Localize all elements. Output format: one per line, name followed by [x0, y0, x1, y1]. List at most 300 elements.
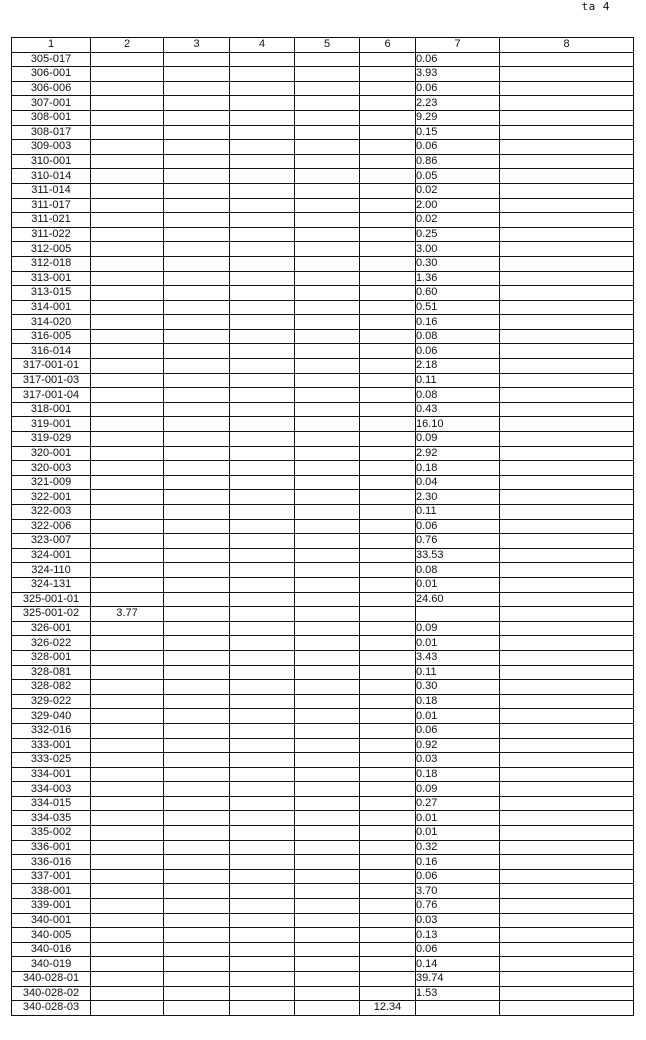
column-8-cell — [500, 913, 634, 928]
column-8-cell — [500, 738, 634, 753]
column-4-cell — [230, 548, 295, 563]
column-4-cell — [230, 344, 295, 359]
column-6-cell — [360, 505, 416, 520]
table-row — [12, 300, 634, 315]
item-code-cell: 329-040 — [12, 709, 91, 724]
column-8-cell — [500, 169, 634, 184]
column-4-cell — [230, 227, 295, 242]
column-6-cell — [360, 826, 416, 841]
table-row — [12, 577, 634, 592]
column-3-cell — [164, 432, 230, 447]
item-code-cell: 324-001 — [12, 548, 91, 563]
column-6-cell — [360, 592, 416, 607]
item-code-cell: 310-001 — [12, 154, 91, 169]
column-4-cell — [230, 286, 295, 301]
column-7-cell: 0.08 — [416, 388, 500, 403]
column-2-cell — [91, 869, 164, 884]
column-8-cell — [500, 344, 634, 359]
table-row — [12, 680, 634, 695]
column-5-cell — [295, 577, 360, 592]
column-8-cell — [500, 300, 634, 315]
column-2-cell — [91, 942, 164, 957]
column-3-cell — [164, 592, 230, 607]
column-6-cell — [360, 125, 416, 140]
table-row — [12, 96, 634, 111]
header-row — [12, 38, 634, 53]
column-2-cell — [91, 286, 164, 301]
column-8-cell — [500, 942, 634, 957]
column-2-cell — [91, 256, 164, 271]
column-4-cell — [230, 650, 295, 665]
column-2-cell — [91, 811, 164, 826]
column-5-cell — [295, 928, 360, 943]
table-row — [12, 563, 634, 578]
column-5-cell — [295, 855, 360, 870]
item-code-cell: 310-014 — [12, 169, 91, 184]
column-2-cell — [91, 534, 164, 549]
column-6-cell — [360, 242, 416, 257]
column-3-cell — [164, 329, 230, 344]
data-table — [11, 37, 634, 1016]
column-6-cell — [360, 96, 416, 111]
column-2-cell — [91, 884, 164, 899]
column-5-cell — [295, 796, 360, 811]
item-code-cell: 321-009 — [12, 475, 91, 490]
column-6-cell — [360, 811, 416, 826]
column-6-cell — [360, 957, 416, 972]
item-code-cell: 318-001 — [12, 402, 91, 417]
column-7-cell: 1.53 — [416, 986, 500, 1001]
column-4-cell — [230, 198, 295, 213]
table-row — [12, 884, 634, 899]
column-3-cell — [164, 709, 230, 724]
column-5-cell — [295, 432, 360, 447]
column-4-cell — [230, 213, 295, 228]
table-row — [12, 855, 634, 870]
column-2-cell — [91, 183, 164, 198]
column-3-cell — [164, 227, 230, 242]
column-5-cell — [295, 461, 360, 476]
column-8-cell — [500, 432, 634, 447]
column-7-cell: 0.15 — [416, 125, 500, 140]
column-2-cell — [91, 665, 164, 680]
column-5-cell — [295, 680, 360, 695]
column-3-cell — [164, 81, 230, 96]
column-5-cell — [295, 723, 360, 738]
item-code-cell: 328-001 — [12, 650, 91, 665]
column-7-cell: 0.76 — [416, 899, 500, 914]
column-6-cell — [360, 738, 416, 753]
table-row — [12, 242, 634, 257]
item-code-cell: 334-035 — [12, 811, 91, 826]
column-4-cell — [230, 432, 295, 447]
column-2-cell — [91, 242, 164, 257]
column-7-cell: 0.13 — [416, 928, 500, 943]
column-7-cell: 0.76 — [416, 534, 500, 549]
table-row — [12, 519, 634, 534]
column-3-cell — [164, 928, 230, 943]
column-2-cell — [91, 855, 164, 870]
column-2-cell — [91, 899, 164, 914]
column-8-cell — [500, 534, 634, 549]
column-5-cell — [295, 957, 360, 972]
column-5-cell — [295, 140, 360, 155]
column-7-cell: 0.05 — [416, 169, 500, 184]
column-4-cell — [230, 417, 295, 432]
column-5-cell — [295, 169, 360, 184]
column-8-cell — [500, 767, 634, 782]
column-2-cell — [91, 986, 164, 1001]
column-7-cell: 0.06 — [416, 344, 500, 359]
column-7-cell: 0.08 — [416, 563, 500, 578]
column-2-cell — [91, 344, 164, 359]
column-2-cell — [91, 490, 164, 505]
column-2-cell — [91, 826, 164, 841]
column-5-cell — [295, 329, 360, 344]
column-2-cell — [91, 402, 164, 417]
table-row — [12, 592, 634, 607]
column-4-cell — [230, 183, 295, 198]
column-5-cell — [295, 621, 360, 636]
column-3-cell — [164, 767, 230, 782]
column-5-cell — [295, 899, 360, 914]
column-5-cell — [295, 811, 360, 826]
item-code-cell: 324-131 — [12, 577, 91, 592]
column-2-cell — [91, 475, 164, 490]
column-3-cell — [164, 986, 230, 1001]
column-3-cell — [164, 899, 230, 914]
table-row — [12, 826, 634, 841]
column-3-cell — [164, 840, 230, 855]
column-8-cell — [500, 621, 634, 636]
column-8-cell — [500, 957, 634, 972]
column-6-cell: 12.34 — [360, 1001, 416, 1016]
column-7-cell: 0.11 — [416, 505, 500, 520]
column-4-cell — [230, 680, 295, 695]
item-code-cell: 319-001 — [12, 417, 91, 432]
column-3-cell — [164, 782, 230, 797]
table-row — [12, 432, 634, 447]
column-4-cell — [230, 869, 295, 884]
column-7-cell: 2.18 — [416, 359, 500, 374]
table-row — [12, 548, 634, 563]
item-code-cell: 340-028-02 — [12, 986, 91, 1001]
column-6-cell — [360, 271, 416, 286]
column-3-cell — [164, 286, 230, 301]
column-6-cell — [360, 534, 416, 549]
column-7-cell: 0.30 — [416, 680, 500, 695]
column-2-cell — [91, 650, 164, 665]
column-7-cell: 0.51 — [416, 300, 500, 315]
item-code-cell: 313-015 — [12, 286, 91, 301]
item-code-cell: 305-017 — [12, 52, 91, 67]
column-5-cell — [295, 694, 360, 709]
column-5-cell — [295, 256, 360, 271]
column-7-cell: 0.09 — [416, 432, 500, 447]
column-4-cell — [230, 256, 295, 271]
column-4-cell — [230, 329, 295, 344]
column-7-cell: 2.00 — [416, 198, 500, 213]
table-row — [12, 913, 634, 928]
column-2-cell — [91, 373, 164, 388]
item-code-cell: 340-016 — [12, 942, 91, 957]
column-8-cell — [500, 52, 634, 67]
column-6-cell — [360, 723, 416, 738]
column-2-cell — [91, 81, 164, 96]
item-code-cell: 334-003 — [12, 782, 91, 797]
column-5-cell — [295, 826, 360, 841]
column-4-cell — [230, 505, 295, 520]
column-4-cell — [230, 373, 295, 388]
column-5-cell — [295, 869, 360, 884]
column-5-cell — [295, 505, 360, 520]
column-3-cell — [164, 753, 230, 768]
column-8-cell — [500, 315, 634, 330]
column-5-cell — [295, 534, 360, 549]
column-2-cell — [91, 125, 164, 140]
item-code-cell: 328-081 — [12, 665, 91, 680]
column-3-cell — [164, 913, 230, 928]
column-4-cell — [230, 899, 295, 914]
column-5-cell — [295, 782, 360, 797]
column-3-cell — [164, 636, 230, 651]
column-2-cell — [91, 110, 164, 125]
column-4-cell — [230, 140, 295, 155]
column-2-cell — [91, 1001, 164, 1016]
column-4-cell — [230, 475, 295, 490]
column-4-cell — [230, 388, 295, 403]
column-3-cell — [164, 694, 230, 709]
column-7-cell: 2.92 — [416, 446, 500, 461]
column-7-cell: 0.11 — [416, 373, 500, 388]
table-row — [12, 81, 634, 96]
column-4-cell — [230, 811, 295, 826]
item-code-cell: 322-001 — [12, 490, 91, 505]
column-7-cell: 0.01 — [416, 811, 500, 826]
column-2-cell — [91, 563, 164, 578]
column-2-cell — [91, 446, 164, 461]
column-3-cell — [164, 869, 230, 884]
column-4-cell — [230, 577, 295, 592]
column-4-cell — [230, 694, 295, 709]
column-5-cell — [295, 359, 360, 374]
item-code-cell: 311-021 — [12, 213, 91, 228]
item-code-cell: 317-001-01 — [12, 359, 91, 374]
column-8-cell — [500, 796, 634, 811]
item-code-cell: 322-006 — [12, 519, 91, 534]
column-7-cell: 0.18 — [416, 461, 500, 476]
table-row — [12, 388, 634, 403]
column-4-cell — [230, 665, 295, 680]
column-4-cell — [230, 315, 295, 330]
column-6-cell — [360, 329, 416, 344]
column-5-cell — [295, 986, 360, 1001]
column-6-cell — [360, 315, 416, 330]
column-4-cell — [230, 534, 295, 549]
column-3-cell — [164, 110, 230, 125]
column-5-cell — [295, 373, 360, 388]
item-code-cell: 340-019 — [12, 957, 91, 972]
column-7-cell: 0.16 — [416, 855, 500, 870]
column-5-cell — [295, 300, 360, 315]
column-8-cell — [500, 636, 634, 651]
column-8-cell — [500, 417, 634, 432]
table-row — [12, 694, 634, 709]
column-4-cell — [230, 461, 295, 476]
item-code-cell: 328-082 — [12, 680, 91, 695]
column-6-cell — [360, 227, 416, 242]
column-6-cell — [360, 650, 416, 665]
column-3-cell — [164, 169, 230, 184]
column-6-cell — [360, 986, 416, 1001]
column-3-cell — [164, 256, 230, 271]
item-code-cell: 307-001 — [12, 96, 91, 111]
page-reference: ta 4 — [581, 0, 610, 13]
table-row — [12, 154, 634, 169]
column-2-cell — [91, 709, 164, 724]
item-code-cell: 317-001-03 — [12, 373, 91, 388]
table-row — [12, 650, 634, 665]
column-6-cell — [360, 884, 416, 899]
column-5-cell — [295, 271, 360, 286]
column-5-cell — [295, 242, 360, 257]
column-8-cell — [500, 154, 634, 169]
column-7-cell: 3.93 — [416, 67, 500, 82]
column-4-cell — [230, 972, 295, 987]
column-6-cell — [360, 286, 416, 301]
table-row — [12, 1001, 634, 1016]
column-3-cell — [164, 680, 230, 695]
column-5-cell — [295, 315, 360, 330]
item-code-cell: 316-005 — [12, 329, 91, 344]
column-2-cell — [91, 636, 164, 651]
column-8-cell — [500, 359, 634, 374]
column-2-cell — [91, 461, 164, 476]
column-4-cell — [230, 519, 295, 534]
column-5-cell — [295, 519, 360, 534]
column-6-cell — [360, 81, 416, 96]
column-6-cell — [360, 694, 416, 709]
item-code-cell: 340-028-03 — [12, 1001, 91, 1016]
table-row — [12, 417, 634, 432]
column-7-cell: 0.30 — [416, 256, 500, 271]
column-3-cell — [164, 738, 230, 753]
table-row — [12, 213, 634, 228]
column-2-cell — [91, 329, 164, 344]
column-4-cell — [230, 592, 295, 607]
column-3-cell — [164, 811, 230, 826]
column-6-cell — [360, 52, 416, 67]
column-8-cell — [500, 972, 634, 987]
item-code-cell: 336-001 — [12, 840, 91, 855]
column-7-cell: 0.01 — [416, 577, 500, 592]
column-3-cell — [164, 315, 230, 330]
column-8-cell — [500, 680, 634, 695]
column-6-cell — [360, 67, 416, 82]
column-7-cell: 16.10 — [416, 417, 500, 432]
column-3-cell — [164, 796, 230, 811]
column-6-cell — [360, 256, 416, 271]
column-8-cell — [500, 81, 634, 96]
table-row — [12, 344, 634, 359]
column-3-cell — [164, 373, 230, 388]
column-2-cell — [91, 753, 164, 768]
column-8-cell — [500, 577, 634, 592]
column-8-cell — [500, 519, 634, 534]
column-4-cell — [230, 52, 295, 67]
column-3-cell — [164, 972, 230, 987]
column-7-cell: 0.14 — [416, 957, 500, 972]
item-code-cell: 313-001 — [12, 271, 91, 286]
column-8-cell — [500, 388, 634, 403]
column-2-cell — [91, 796, 164, 811]
column-2-cell — [91, 957, 164, 972]
column-6-cell — [360, 709, 416, 724]
column-2-cell — [91, 621, 164, 636]
item-code-cell: 340-001 — [12, 913, 91, 928]
table-row — [12, 359, 634, 374]
column-3-cell — [164, 446, 230, 461]
column-8-cell — [500, 650, 634, 665]
table-row — [12, 607, 634, 622]
column-5-cell — [295, 213, 360, 228]
column-4-cell — [230, 81, 295, 96]
column-2-cell — [91, 505, 164, 520]
column-5-cell — [295, 636, 360, 651]
column-7-cell: 0.60 — [416, 286, 500, 301]
column-3-cell — [164, 271, 230, 286]
column-3-cell — [164, 359, 230, 374]
item-code-cell: 333-025 — [12, 753, 91, 768]
table-row — [12, 227, 634, 242]
table-row — [12, 767, 634, 782]
table-row — [12, 621, 634, 636]
table-row — [12, 505, 634, 520]
table-row — [12, 942, 634, 957]
column-3-cell — [164, 884, 230, 899]
table-row — [12, 753, 634, 768]
column-7-cell: 39.74 — [416, 972, 500, 987]
column-5-cell — [295, 388, 360, 403]
table-row — [12, 957, 634, 972]
table-row — [12, 782, 634, 797]
column-7-cell: 0.18 — [416, 694, 500, 709]
column-5-cell — [295, 840, 360, 855]
item-code-cell: 325-001-01 — [12, 592, 91, 607]
column-8-cell — [500, 96, 634, 111]
column-8-cell — [500, 505, 634, 520]
column-2-cell — [91, 577, 164, 592]
column-8-cell — [500, 183, 634, 198]
table-row — [12, 972, 634, 987]
column-6-cell — [360, 140, 416, 155]
column-7-cell: 0.01 — [416, 636, 500, 651]
column-7-cell: 0.06 — [416, 519, 500, 534]
column-6-cell — [360, 461, 416, 476]
column-5-cell — [295, 753, 360, 768]
column-3-cell — [164, 417, 230, 432]
column-5-cell — [295, 446, 360, 461]
table-body — [12, 52, 634, 1015]
column-3-cell — [164, 490, 230, 505]
column-8-cell — [500, 125, 634, 140]
table-row — [12, 446, 634, 461]
column-6-cell — [360, 753, 416, 768]
item-code-cell: 333-001 — [12, 738, 91, 753]
column-7-cell: 0.32 — [416, 840, 500, 855]
column-4-cell — [230, 796, 295, 811]
column-3-cell — [164, 650, 230, 665]
